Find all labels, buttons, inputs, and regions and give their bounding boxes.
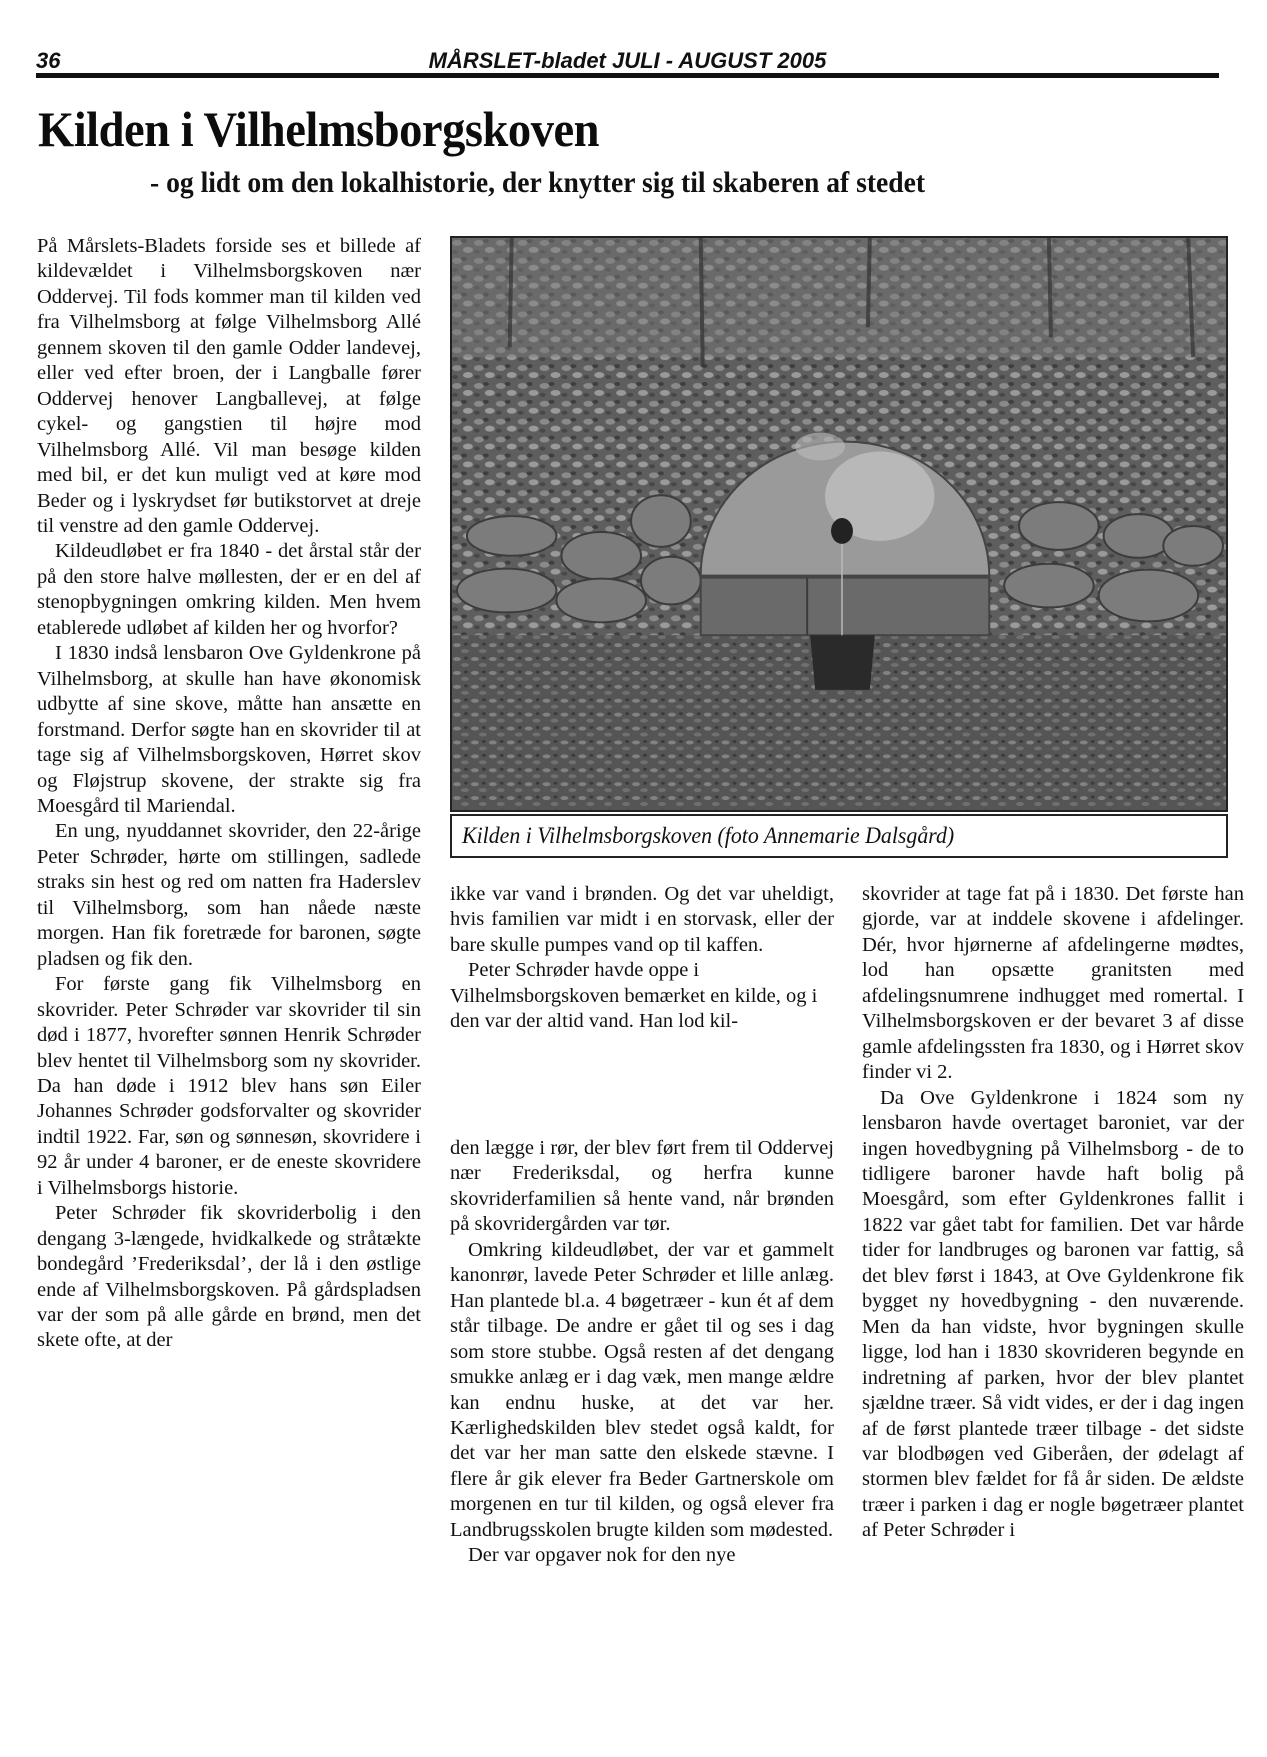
paragraph: Peter Schrøder fik skovriderbolig i den dengang 3-længede, hvidkalkede og stråtækte bondegård ’Frederiksdal’, der lå i den østlige ende af Vilhelmsborgskoven. På gårdspladsen var der som på alle gårde en brønd, men det skete ofte, at der (37, 1202, 421, 1352)
paragraph: Da Ove Gyldenkrone i 1824 som ny lensbaron havde overtaget baroniet, var der ingen hovedbygning på Vilhelmsborg - de to tidligere baroner havde haft bolig på Moesgård, som efter Gyldenkrones fallit i 1822 var gået tabt for familien. Det var hårde tider for landbruges og baronen var fattig, så det blev først i 1843, at Ove Gyldenkrone fik bygget ny hovedbygning - den nuværende. Men da han vidste, hvor bygningen skulle ligge, lod han i 1830 skovrideren begynde en indretning af parken, hvor der blev plantet sjældne træer. Så vidt vides, er der i dag ingen af de først plantede træer tilbage - det sidste var blodbøgen ved Giberåen, der ødelagt af stormen blev fældet for få år siden. De ældste træer i parken i dag er nogle bøgetræer plantet af Peter Schrøder i (862, 1086, 1244, 1542)
paragraph: Der var opgaver nok for den nye (468, 1544, 736, 1567)
spring-photo-illustration (452, 238, 1226, 810)
paragraph: Kildeudløbet er fra 1840 - det årstal står der på den store halve møllesten, der er en del af stenopbygningen omkring kilden. Men hvem etablerede udløbet af kilden her og hvorfor? (37, 540, 421, 639)
article-column-3 (862, 882, 1244, 1544)
paragraph: På Mårslets-Bladets forside ses et billede af kildevældet i Vilhelmsborgskoven nær Oddervej. Til fods kommer man til kilden ved fra Vilhelmsborg at følge Vilhelmsborg Allé gennem skoven til den gamle Odder landevej, eller ved efter broen, der i Langballe fører Oddervej henover Langballevej, at følge cykel- og gangstien til højre mod Vilhelmsborg Allé. Vil man besøge kilden med bil, er det kun muligt ved at køre mod Beder og i lyskrydset før butikstorvet at dreje til venstre ad den gamle Oddervej. (37, 235, 421, 537)
article-column-2-top (450, 882, 834, 1035)
masthead: MÅRSLET-bladet JULI - AUGUST 2005 (428, 48, 827, 73)
paragraph: Peter Schrøder havde oppe i Vilhelmsborgskoven bemærket en kilde, og i den var der altid vand. Han lod kil- (450, 959, 818, 1033)
article-photo (450, 236, 1228, 812)
paragraph: ikke var vand i brønden. Og det var uheldigt, hvis familien var midt i en storvask, eller der bare skulle pumpes vand op til kaffen. (450, 883, 834, 956)
article-headline: Kilden i Vilhelmsborgskoven (38, 101, 600, 157)
paragraph: den lægge i rør, der blev ført frem til Oddervej nær Frederiksdal, og herfra kunne skovriderfamilien så hente vand, når brønden på skovridergården var tør. (450, 1137, 834, 1236)
article-column-1 (37, 234, 421, 1354)
photo-caption-box (450, 814, 1228, 858)
paragraph: For første gang fik Vilhelmsborg en skovrider. Peter Schrøder var skovrider til sin død i 1877, hvorefter sønnen Henrik Schrøder blev hentet til Vilhelmsborg som ny skovrider. Da han døde i 1912 blev hans søn Eiler Johannes Schrøder godsforvalter og skovrider indtil 1922. Far, søn og sønnesøn, skovridere i 92 år under 4 baroner, er de eneste skovridere i Vilhelmsborgs historie. (37, 973, 421, 1199)
paragraph: En ung, nyuddannet skovrider, den 22-årige Peter Schrøder, hørte om stillingen, sadlede straks sin hest og red om natten fra Haderslev til Vilhelmsborg, som han nåede næste morgen. Han fik foretræde for baronen, søgte pladsen og fik den. (37, 820, 421, 970)
paragraph: skovrider at tage fat på i 1830. Det første han gjorde, var at inddele skovene i afdelinger. Dér, hvor hjørnerne af afdelingerne mødtes, lod han opsætte granitsten med afdelingsnumrene indhugget med romertal. I Vilhelmsborgskoven er der bevaret 3 af disse gamle afdelingssten fra 1830, og i Hørret skov finder vi 2. (862, 883, 1244, 1084)
article-subheadline: - og lidt om den lokalhistorie, der knytter sig til skaberen af stedet (150, 166, 926, 199)
page-number: 36 (36, 48, 61, 73)
article-column-2-bottom (450, 1136, 834, 1569)
paragraph: Omkring kildeudløbet, der var et gammelt kanonrør, lavede Peter Schrøder et lille anlæg. Han plantede bl.a. 4 bøgetræer - kun ét af dem står tilbage. De andre er gået til og ses i dag som store stubbe. Også resten af det dengang smukke anlæg er i dag væk, men mange ældre kan endnu huske, at det var her. Kærlighedskilden blev stedet også kaldt, for det var her man satte den elskede stævne. I flere år gik elever fra Beder Gartnerskole om morgenen en tur til kilden, og også elever fra Landbrugsskolen brugte kilden som mødested. (450, 1238, 834, 1541)
header-rule (36, 73, 1219, 78)
paragraph: I 1830 indså lensbaron Ove Gyldenkrone på Vilhelmsborg, at skulle han have økonomisk udbytte af sine skove, måtte han ansætte en forstmand. Derfor søgte han en skovrider til at tage sig af Vilhelmsborgskoven, Hørret skov og Fløjstrup skovene, der strakte sig fra Moesgård til Mariendal. (37, 642, 421, 817)
photo-caption: Kilden i Vilhelmsborgskoven (foto Annemarie Dalsgård) (462, 823, 955, 848)
